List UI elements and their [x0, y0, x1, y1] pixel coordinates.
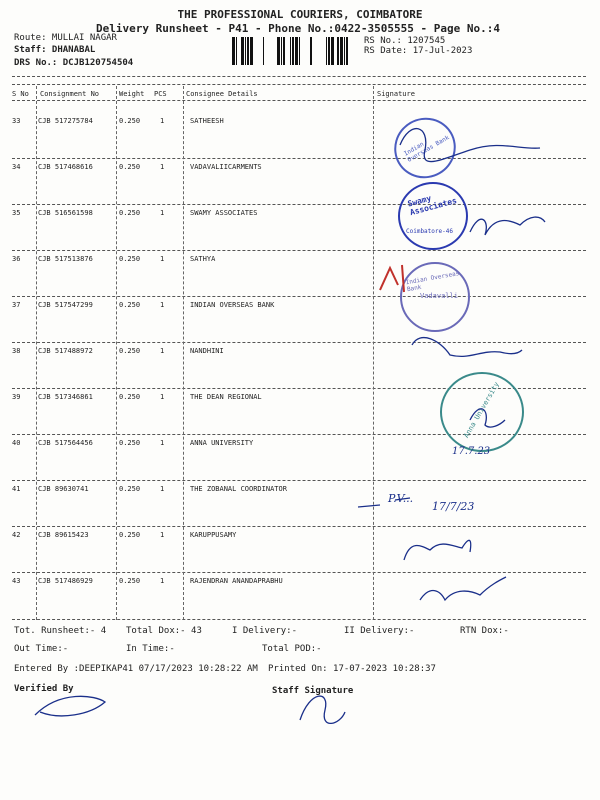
cell-sno: 42: [12, 531, 21, 539]
cell-pcs: 1: [160, 531, 165, 539]
cell-consignment: CJB 516561598: [38, 209, 93, 217]
cell-consignee: THE ZOBANAL COORDINATOR: [190, 485, 287, 493]
cell-consignment: CJB 517547299: [38, 301, 93, 309]
cell-consignee: THE DEAN REGIONAL: [190, 393, 262, 401]
cell-pcs: 1: [160, 163, 165, 171]
cell-consignee: SATHYA: [190, 255, 216, 263]
drs-number: DRS No.: DCJB120754504: [14, 58, 134, 68]
staff-label: Staff: DHANABAL: [14, 45, 96, 55]
runsheet-subtitle: Delivery Runsheet - P41 - Phone No.:0422-3505555 - Page No.:4: [96, 22, 500, 35]
handwritten-date-40: 17.7.23: [452, 446, 491, 457]
cell-pcs: 1: [160, 117, 165, 125]
signature-43: [420, 577, 506, 600]
cell-consignment: CJB 89615423: [38, 531, 89, 539]
column-header: Consignee Details: [186, 90, 258, 98]
cell-sno: 41: [12, 485, 21, 493]
total-dox: Total Dox:- 43: [126, 626, 202, 636]
cell-consignee: ANNA UNIVERSITY: [190, 439, 254, 447]
cell-consignee: RAJENDRAN ANANDAPRABHU: [190, 577, 283, 585]
red-initials: [380, 265, 404, 292]
in-time: In Time:-: [126, 644, 175, 654]
out-time: Out Time:-: [14, 644, 69, 654]
stamp-city: Coimbatore-46: [406, 228, 453, 235]
cell-weight: 0.250: [119, 209, 141, 217]
cell-pcs: 1: [160, 439, 165, 447]
cell-consignment: CJB 517486929: [38, 577, 93, 585]
cell-consignment: CJB 517488972: [38, 347, 93, 355]
cell-weight: 0.250: [119, 163, 141, 171]
cell-consignment: CJB 517275784: [38, 117, 93, 125]
cell-pcs: 1: [160, 485, 165, 493]
cell-sno: 37: [12, 301, 21, 309]
cell-pcs: 1: [160, 393, 165, 401]
column-header: Weight: [119, 90, 145, 98]
cell-consignment: CJB 89630741: [38, 485, 89, 493]
cell-consignment: CJB 517346861: [38, 393, 93, 401]
cell-consignment: CJB 517564456: [38, 439, 93, 447]
staff-signature-label: Staff Signature: [272, 686, 354, 696]
rs-date: RS Date: 17-Jul-2023: [364, 46, 473, 56]
cell-sno: 39: [12, 393, 21, 401]
cell-consignee: NANDHINI: [190, 347, 224, 355]
signature-35: [470, 217, 545, 235]
cell-weight: 0.250: [119, 439, 141, 447]
cell-weight: 0.250: [119, 347, 141, 355]
cell-weight: 0.250: [119, 577, 141, 585]
column-header: Consignment No: [40, 90, 100, 98]
cell-consignment: CJB 517468616: [38, 163, 93, 171]
entered-by: Entered By :DEEPIKAP41 07/17/2023 10:28:22 AM: [14, 664, 258, 674]
cell-sno: 34: [12, 163, 21, 171]
cell-sno: 33: [12, 117, 21, 125]
company-name: THE PROFESSIONAL COURIERS, COIMBATORE: [177, 8, 423, 21]
cell-weight: 0.250: [119, 117, 141, 125]
stamp-branch: Vadavalli: [420, 292, 458, 300]
cell-consignee: SATHEESH: [190, 117, 224, 125]
signature-33: [400, 129, 540, 162]
signature-38: [412, 338, 522, 357]
total-pod: Total POD:-: [262, 644, 322, 654]
cell-sno: 36: [12, 255, 21, 263]
cell-consignee: INDIAN OVERSEAS BANK: [190, 301, 275, 309]
cell-sno: 35: [12, 209, 21, 217]
cell-weight: 0.250: [119, 393, 141, 401]
i-delivery: I Delivery:-: [232, 626, 298, 636]
cell-consignment: CJB 517513876: [38, 255, 93, 263]
column-header: Signature: [377, 90, 415, 98]
cell-sno: 43: [12, 577, 21, 585]
stamp-text: Indian Overseas Bank: [402, 134, 451, 164]
cell-weight: 0.250: [119, 485, 141, 493]
cell-consignee: SWAMY ASSOCIATES: [190, 209, 258, 217]
stamp-text: Indian Overseas Bank: [405, 270, 460, 294]
stamp-text: Swamy Associates: [406, 193, 458, 218]
signature-42: [404, 540, 471, 560]
cell-sno: 38: [12, 347, 21, 355]
signature-39: [470, 409, 505, 427]
staff-signature-mark: [300, 696, 345, 723]
cell-consignee: KARUPPUSAMY: [190, 531, 237, 539]
route-label: Route: MULLAI NAGAR: [14, 33, 117, 43]
cell-weight: 0.250: [119, 301, 141, 309]
printed-on: Printed On: 17-07-2023 10:28:37: [268, 664, 436, 674]
handwritten-date-41: 17/7/23: [432, 500, 475, 513]
cell-sno: 40: [12, 439, 21, 447]
verified-by-signature: [35, 696, 105, 716]
handwritten-name-41: P.V...: [388, 492, 414, 505]
tot-runsheet: Tot. Runsheet:- 4: [14, 626, 107, 636]
cell-pcs: 1: [160, 577, 165, 585]
cell-pcs: 1: [160, 209, 165, 217]
column-header: S No: [12, 90, 29, 98]
rtn-dox: RTN Dox:-: [460, 626, 509, 636]
cell-pcs: 1: [160, 347, 165, 355]
column-header: PCS: [154, 90, 167, 98]
rs-number: RS No.: 1207545: [364, 36, 446, 46]
cell-pcs: 1: [160, 255, 165, 263]
ii-delivery: II Delivery:-: [344, 626, 415, 636]
verified-by-label: Verified By: [14, 684, 74, 694]
cell-pcs: 1: [160, 301, 165, 309]
cell-weight: 0.250: [119, 531, 141, 539]
stamp-text: Anna University: [462, 380, 501, 440]
cell-consignee: VADAVALIICARMENTS: [190, 163, 262, 171]
cell-weight: 0.250: [119, 255, 141, 263]
